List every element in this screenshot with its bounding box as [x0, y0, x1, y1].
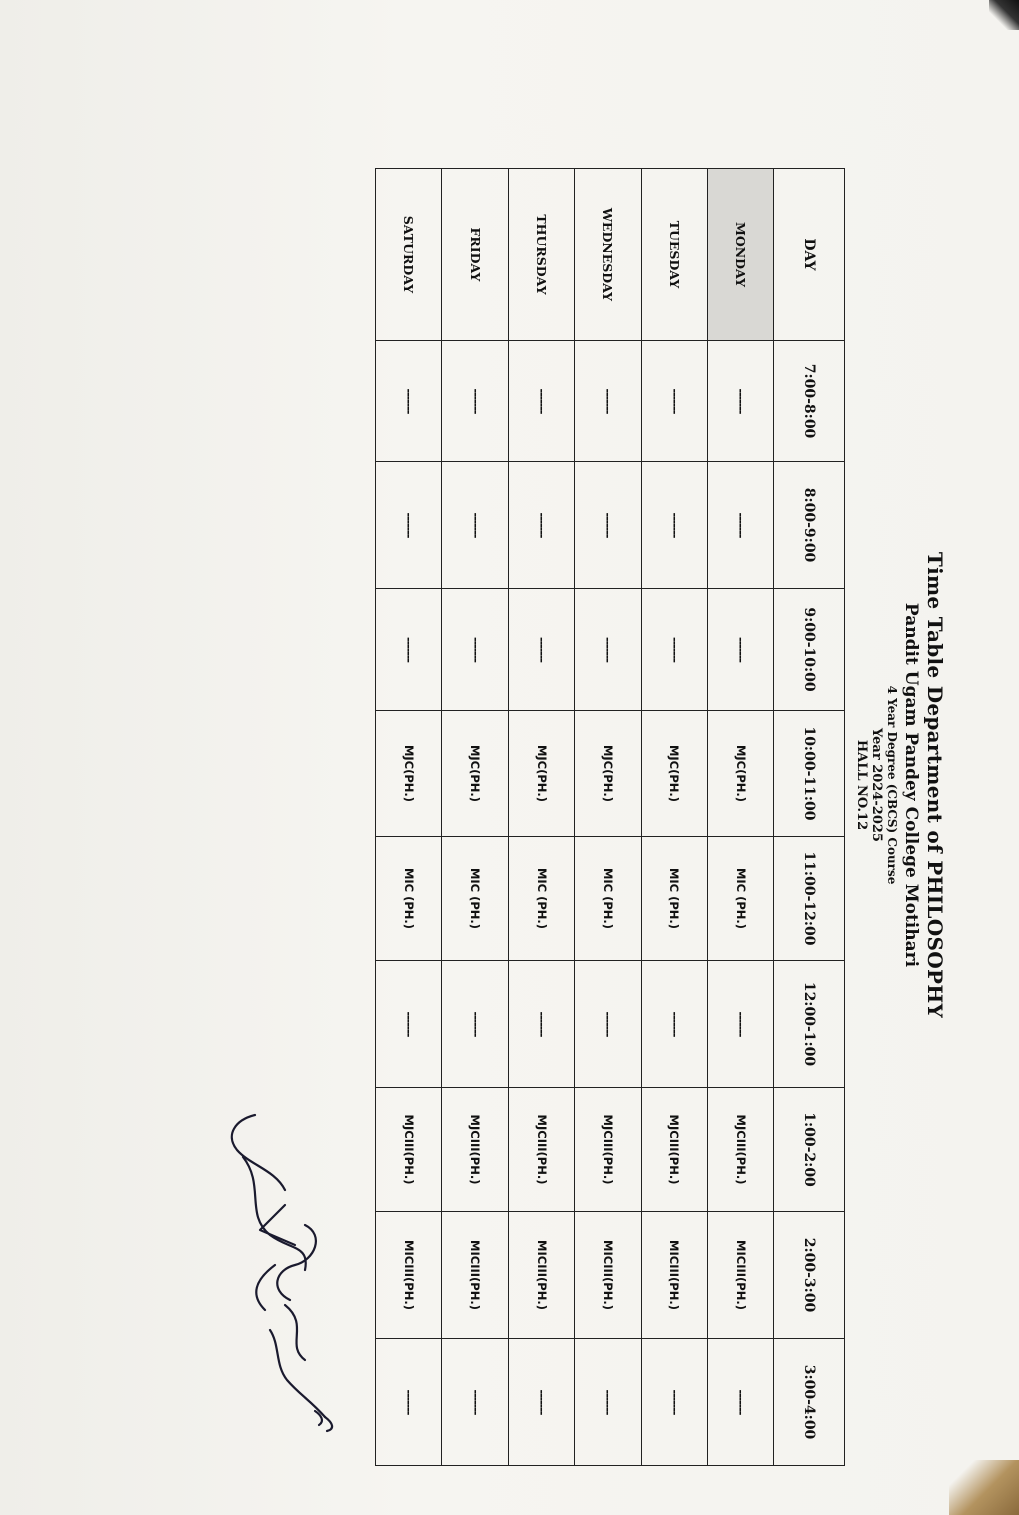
- table-cell: -------: [508, 961, 574, 1088]
- table-cell: -------: [641, 462, 707, 589]
- table-cell: -------: [575, 1339, 641, 1466]
- table-cell: MIC (PH.): [442, 837, 508, 961]
- table-cell: -------: [508, 462, 574, 589]
- table-cell: MJC(PH.): [575, 711, 641, 837]
- table-cell: MICIII(PH.): [575, 1212, 641, 1339]
- day-cell: FRIDAY: [442, 169, 508, 341]
- college-name: Pandit Ugam Pandey College Motihari: [901, 602, 921, 968]
- table-cell: -------: [575, 961, 641, 1088]
- table-cell: -------: [376, 589, 442, 711]
- table-row: [575, 169, 641, 1466]
- corner-shadow: [989, 0, 1019, 30]
- table-cell: -------: [708, 341, 774, 462]
- table-cell: -------: [376, 961, 442, 1088]
- column-header-slot: 3:00-4:00: [774, 1339, 845, 1466]
- table-row: [376, 169, 442, 1466]
- column-header-slot: 8:00-9:00: [774, 462, 845, 589]
- table-cell: MJCIII(PH.): [641, 1088, 707, 1212]
- column-header-slot: 9:00-10:00: [774, 589, 845, 711]
- table-cell: -------: [508, 1339, 574, 1466]
- column-header-slot: 1:00-2:00: [774, 1088, 845, 1212]
- table-cell: MICIII(PH.): [708, 1212, 774, 1339]
- table-cell: -------: [575, 341, 641, 462]
- day-cell: THURSDAY: [508, 169, 574, 341]
- table-cell: MICIII(PH.): [641, 1212, 707, 1339]
- table-cell: MJC(PH.): [708, 711, 774, 837]
- day-cell: MONDAY: [708, 169, 774, 341]
- timetable-table: [375, 168, 845, 1466]
- table-cell: -------: [575, 462, 641, 589]
- table-cell: MIC (PH.): [641, 837, 707, 961]
- table-cell: MJCIII(PH.): [508, 1088, 574, 1212]
- course-line: 4 Year Degree (CBCS) Course: [885, 685, 899, 885]
- table-cell: -------: [708, 1339, 774, 1466]
- table-cell: MIC (PH.): [508, 837, 574, 961]
- hall-line: HALL NO.12: [854, 739, 869, 831]
- table-row: [641, 169, 707, 1466]
- column-header-day: DAY: [774, 169, 845, 341]
- table-cell: -------: [442, 1339, 508, 1466]
- table-cell: MJCIII(PH.): [442, 1088, 508, 1212]
- header-row: [774, 169, 845, 1466]
- table-cell: -------: [442, 589, 508, 711]
- table-cell: MIC (PH.): [708, 837, 774, 961]
- table-cell: -------: [641, 589, 707, 711]
- table-cell: -------: [641, 341, 707, 462]
- table-cell: MJC(PH.): [508, 711, 574, 837]
- table-cell: MJCIII(PH.): [575, 1088, 641, 1212]
- table-cell: -------: [442, 341, 508, 462]
- table-cell: MJC(PH.): [442, 711, 508, 837]
- table-cell: MJC(PH.): [376, 711, 442, 837]
- table-cell: -------: [708, 961, 774, 1088]
- table-cell: MJCIII(PH.): [376, 1088, 442, 1212]
- year-line: Year 2024-2025: [869, 728, 884, 842]
- column-header-slot: 7:00-8:00: [774, 341, 845, 462]
- table-cell: -------: [508, 341, 574, 462]
- column-header-slot: 10:00-11:00: [774, 711, 845, 837]
- column-header-slot: 11:00-12:00: [774, 837, 845, 961]
- day-cell: SATURDAY: [376, 169, 442, 341]
- table-cell: MJCIII(PH.): [708, 1088, 774, 1212]
- table-cell: -------: [376, 1339, 442, 1466]
- day-cell: WEDNESDAY: [575, 169, 641, 341]
- table-row: [508, 169, 574, 1466]
- timetable-sheet: [365, 80, 1019, 1490]
- table-cell: MICIII(PH.): [376, 1212, 442, 1339]
- table-cell: -------: [376, 462, 442, 589]
- table-cell: -------: [575, 589, 641, 711]
- table-cell: -------: [508, 589, 574, 711]
- table-cell: -------: [376, 341, 442, 462]
- day-cell: TUESDAY: [641, 169, 707, 341]
- table-cell: MIC (PH.): [376, 837, 442, 961]
- table-cell: MJC(PH.): [641, 711, 707, 837]
- table-cell: -------: [708, 462, 774, 589]
- table-cell: MIC (PH.): [575, 837, 641, 961]
- table-cell: MICIII(PH.): [508, 1212, 574, 1339]
- table-cell: -------: [442, 462, 508, 589]
- table-cell: -------: [708, 589, 774, 711]
- column-header-slot: 12:00-1:00: [774, 961, 845, 1088]
- page-title: Time Table Department of PHILOSOPHY: [923, 551, 947, 1019]
- table-row: [708, 169, 774, 1466]
- signature-icon: [215, 1095, 355, 1435]
- table-cell: -------: [641, 961, 707, 1088]
- table-cell: MICIII(PH.): [442, 1212, 508, 1339]
- table-row: [442, 169, 508, 1466]
- table-cell: -------: [442, 961, 508, 1088]
- column-header-slot: 2:00-3:00: [774, 1212, 845, 1339]
- table-cell: -------: [641, 1339, 707, 1466]
